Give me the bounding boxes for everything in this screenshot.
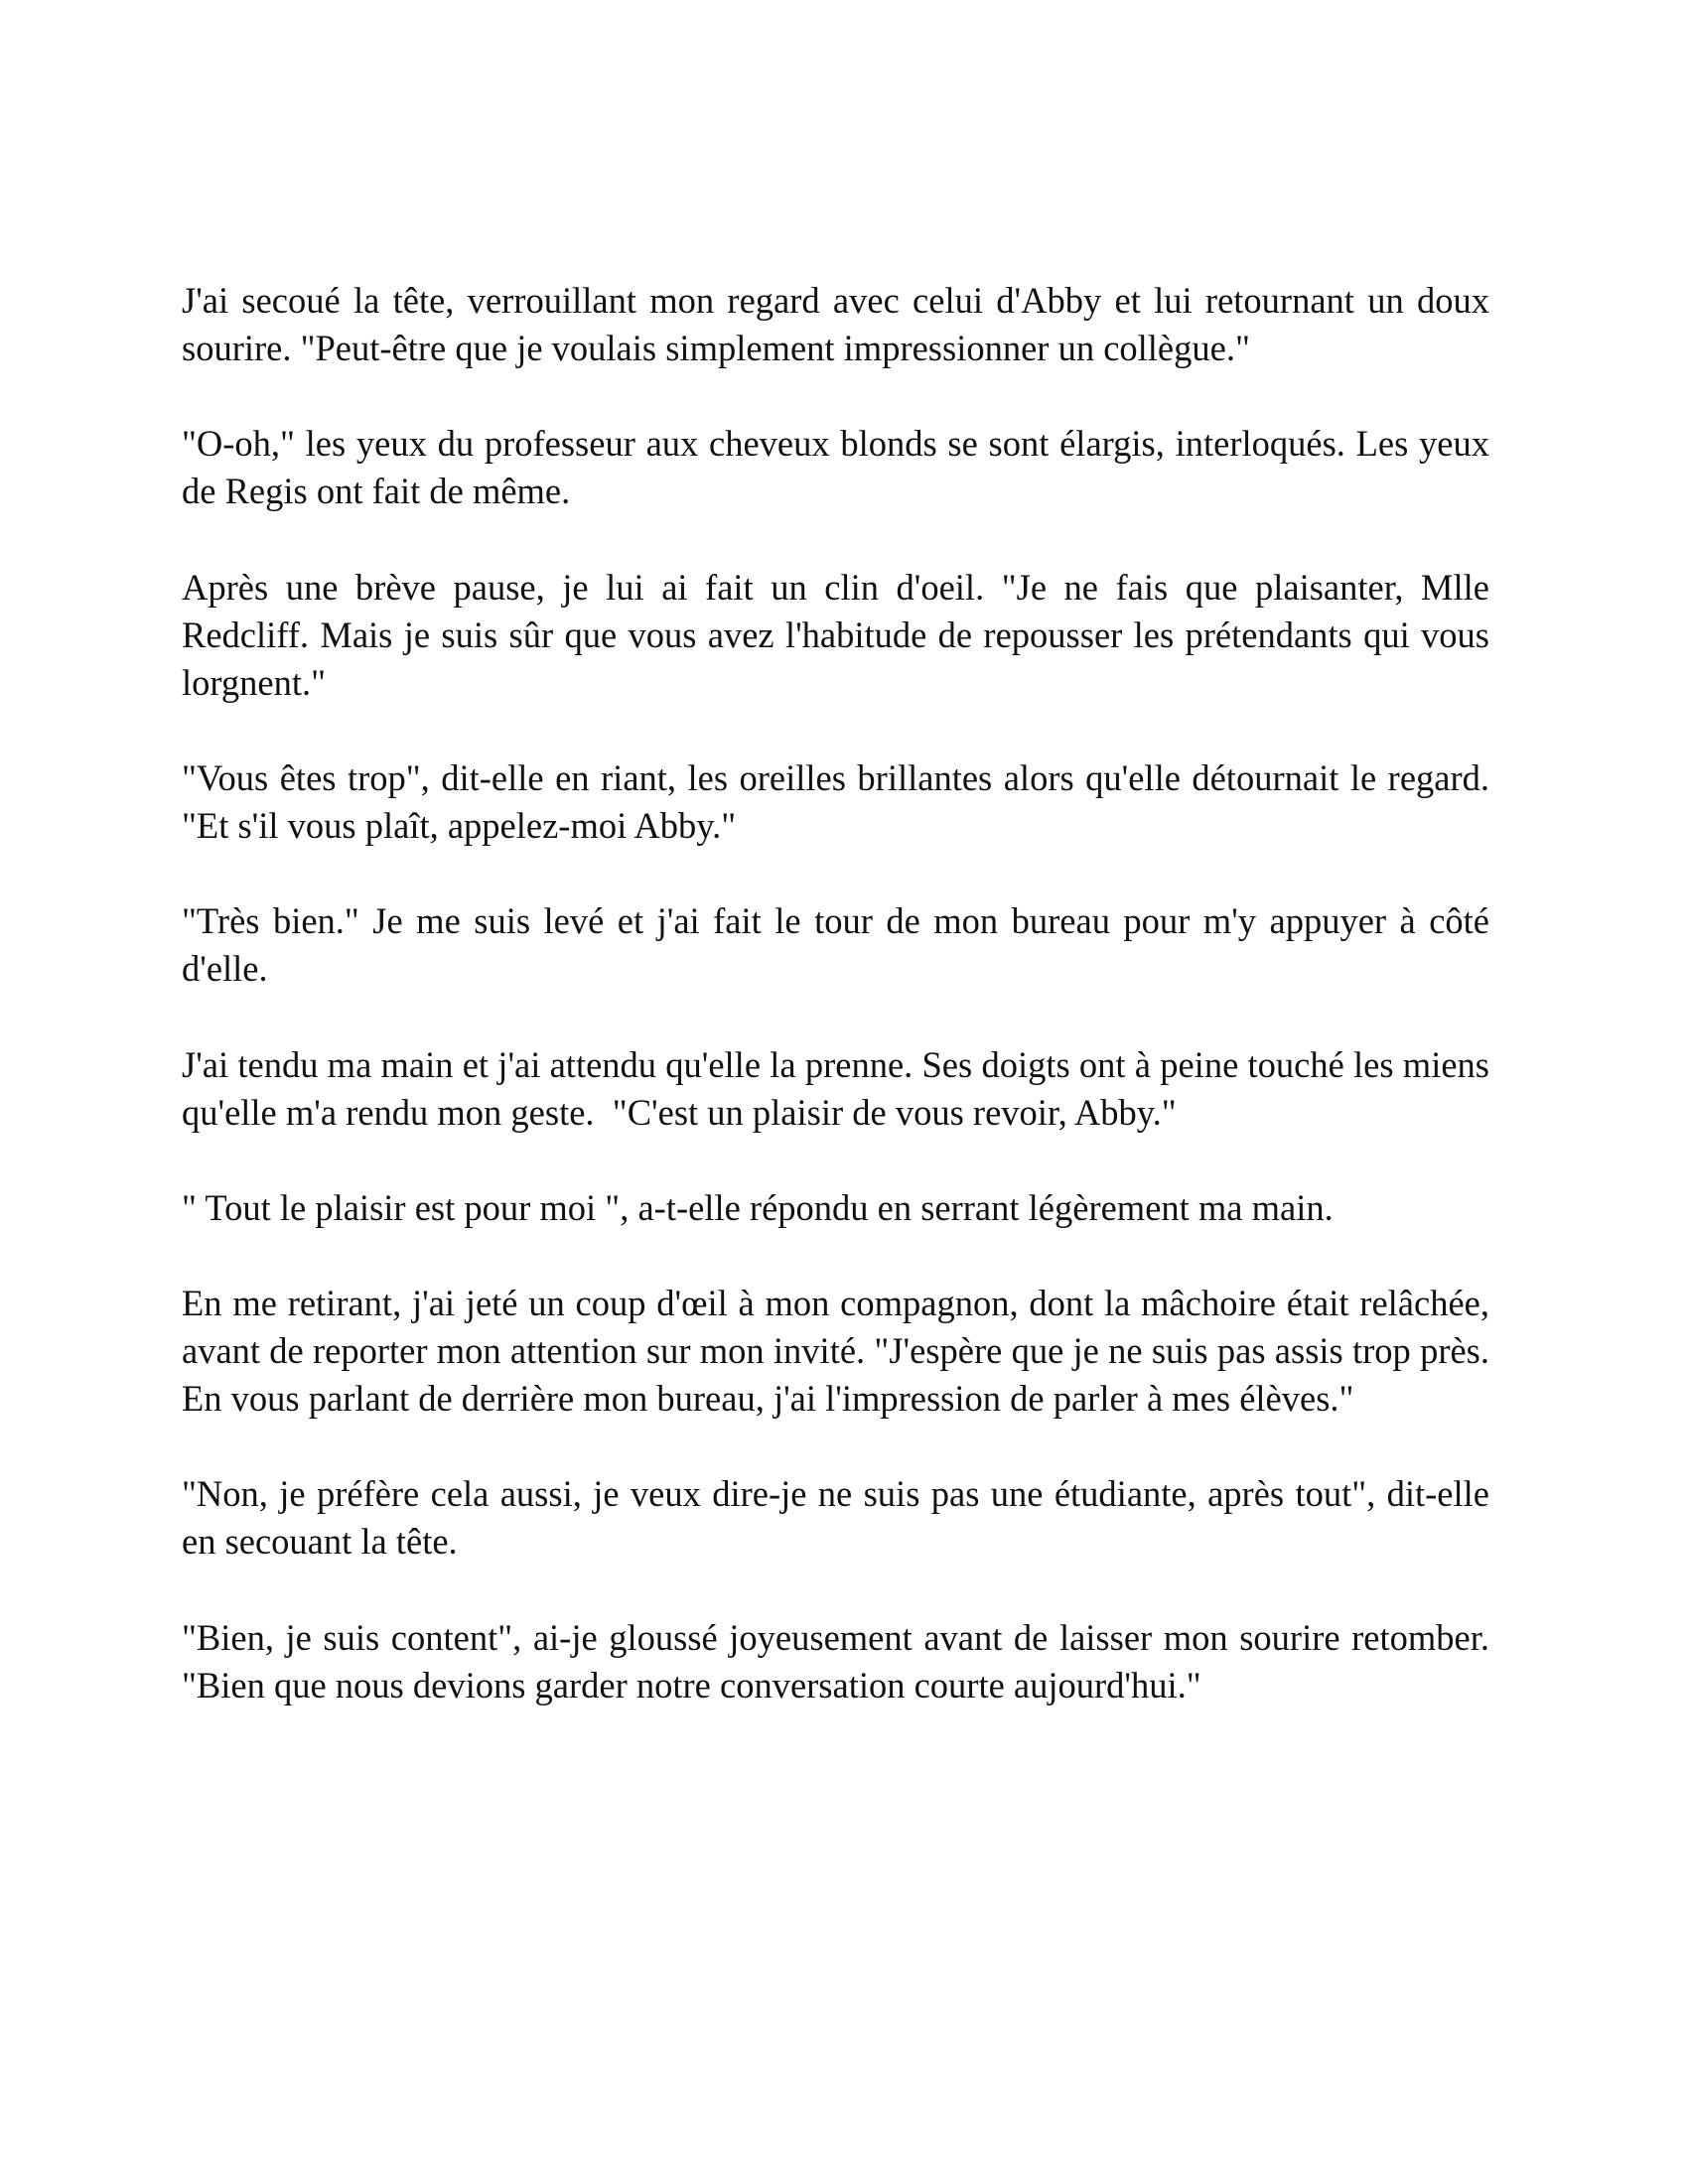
paragraph: "Très bien." Je me suis levé et j'ai fait le tour de mon bureau pour m'y appuyer à côté d'elle.	[182, 900, 1499, 990]
paragraph: "Vous êtes trop", dit-elle en riant, les oreilles brillantes alors qu'elle détournait le regard. "Et s'il vous plaît, appelez-moi Abby."	[182, 756, 1499, 847]
paragraph: En me retirant, j'ai jeté un coup d'œil à mon compagnon, dont la mâchoire était relâchée, avant de reporter mon attention sur mon invité. "J'espère que je ne suis pas assis trop près. En vous parlant de derrière mon bureau, j'ai l'impression de parler à mes élèves."	[182, 1282, 1499, 1420]
document-body	[182, 277, 1499, 1709]
paragraph: "O-oh," les yeux du professeur aux cheveux blonds se sont élargis, interloqués. Les yeux de Regis ont fait de même.	[182, 423, 1499, 512]
paragraph: J'ai tendu ma main et j'ai attendu qu'elle la prenne. Ses doigts ont à peine touché les miens qu'elle m'a rendu mon geste. "C'est un plaisir de vous revoir, Abby."	[182, 1043, 1499, 1133]
paragraph: "Non, je préfère cela aussi, je veux dire-je ne suis pas une étudiante, après tout", dit-elle en secouant la tête.	[182, 1473, 1499, 1563]
paragraph: "Bien, je suis content", ai-je gloussé joyeusement avant de laisser mon sourire retomber. "Bien que nous devions garder notre conversation courte aujourd'hui."	[182, 1616, 1499, 1706]
paragraph: " Tout le plaisir est pour moi ", a-t-elle répondu en serrant légèrement ma main.	[182, 1186, 1334, 1228]
paragraph: J'ai secoué la tête, verrouillant mon regard avec celui d'Abby et lui retournant un doux sourire. "Peut-être que je voulais simplement impressionner un collègue."	[182, 280, 1499, 369]
paragraph: Après une brève pause, je lui ai fait un clin d'oeil. "Je ne fais que plaisanter, Mlle Redcliff. Mais je suis sûr que vous avez l'habitude de repousser les prétendants qui vous lorgnent."	[182, 566, 1499, 703]
